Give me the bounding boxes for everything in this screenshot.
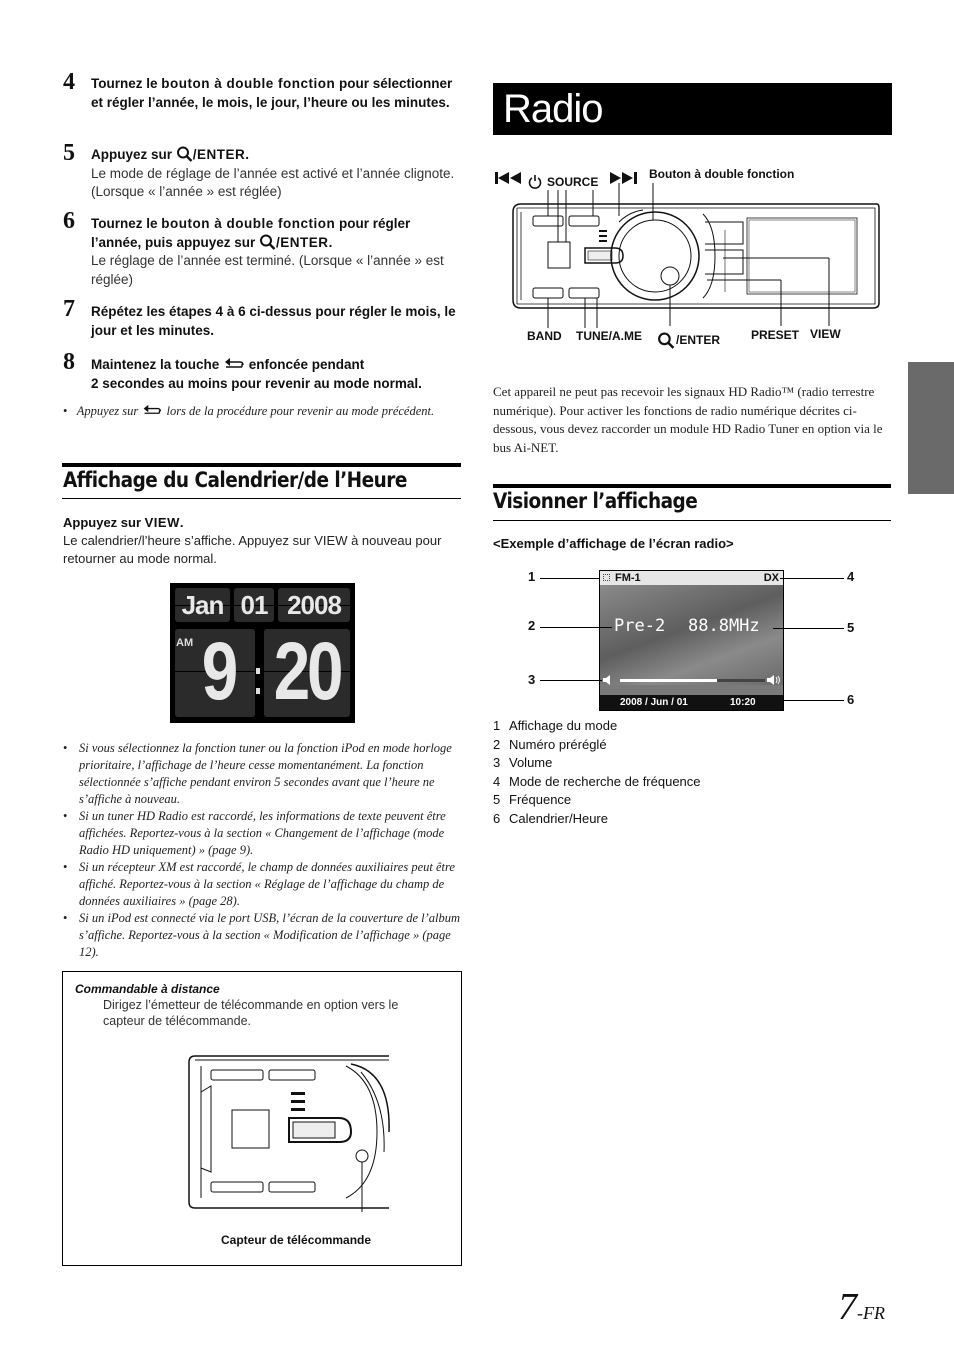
remote-sensor-diagram	[181, 1052, 391, 1212]
step-6-part-b: pour régler l’année, puis appuyez sur	[91, 216, 411, 250]
step-5-sub: Le mode de réglage de l’année est activé et l’année clignote. (Lorsque « l’année » est réglée)	[91, 165, 455, 199]
calendar-section-title: Affichage du Calendrier/de l’Heure	[63, 468, 407, 492]
step-6-text	[91, 215, 463, 289]
tune-label: TUNE/A.ME	[576, 329, 642, 343]
callout-line	[773, 628, 844, 629]
calendar-body-text: Le calendrier/l’heure s’affiche. Appuyez sur VIEW à nouveau pour retourner au mode normal.	[63, 533, 442, 566]
remote-box	[62, 971, 462, 1266]
step-6-control: bouton à double fonction	[161, 216, 336, 231]
step-5-pre: Appuyez sur	[91, 147, 176, 162]
step-note-pre: Appuyez sur	[76, 404, 142, 418]
legend-item: 6 Calendrier/Heure	[493, 810, 608, 826]
step-4-control: bouton à double fonction	[161, 76, 336, 91]
legend-item: 5 Fréquence	[493, 792, 572, 807]
display-section-title: Visionner l’affichage	[493, 489, 698, 513]
step-6-post: .	[328, 234, 333, 250]
step-number-4: 4	[63, 69, 75, 95]
step-number-7: 7	[63, 296, 75, 322]
remote-box-body: Dirigez l’émetteur de télécommande en option vers le capteur de télécommande.	[103, 998, 399, 1028]
power-icon	[528, 175, 542, 189]
callout-2: 2	[528, 618, 536, 633]
page-number-digit: 7	[838, 1286, 857, 1328]
screen-date: 2008 / Jun / 01	[620, 697, 688, 708]
source-label: SOURCE	[547, 175, 599, 189]
legend-item: 4 Mode de recherche de fréquence	[493, 773, 701, 789]
calendar-body	[63, 514, 453, 568]
step-6-sub: Le réglage de l’année est terminé. (Lorsque « l’année » est réglée)	[91, 253, 444, 287]
page-number	[838, 1285, 885, 1329]
enter-label: /ENTER	[676, 333, 721, 347]
calendar-note-3: • Si un récepteur XM est raccordé, le champ de données auxiliaires peut être affiché. Reportez-vous à la section « Réglage de l’affichage du champ de données auxiliaires » (page 28).	[63, 859, 461, 910]
step-6-enter-label: /ENTER	[276, 234, 329, 250]
section-divider	[493, 484, 891, 488]
radio-title: Radio	[503, 87, 603, 131]
callout-1: 1	[528, 569, 536, 584]
callout-3: 3	[528, 672, 536, 687]
screen-band: FM-1	[615, 572, 641, 584]
page-number-suffix: -FR	[857, 1303, 885, 1323]
display-legend	[493, 717, 701, 828]
calendar-hour: 9	[201, 626, 239, 717]
dual-knob-label: Bouton à double fonction	[649, 167, 795, 181]
chapter-tab	[908, 362, 954, 494]
calendar-note-4: • Si un iPod est connecté via le port USB, l’écran de la couverture de l’album s’affiche. Reportez-vous à la section « Modification de l’affichage » (page 12).	[63, 910, 461, 961]
prev-track-icon	[495, 172, 525, 184]
callout-line	[540, 680, 602, 681]
calendar-lead-post: .	[179, 515, 184, 530]
band-label: BAND	[527, 329, 562, 343]
screen-preset: Pre-2	[614, 616, 666, 636]
calendar-day: 01	[240, 590, 268, 620]
volume-low-icon	[603, 675, 615, 685]
calendar-note-1: • Si vous sélectionnez la fonction tuner ou la fonction iPod en mode horloge prioritaire, l’affichage de l’heure cesse momentanément. La fonction sélectionnée s’affiche pendant environ 5 secondes avant que l’heure ne s’affiche à nouveau.	[63, 740, 461, 808]
search-icon	[657, 332, 675, 349]
legend-item: 2 Numéro préréglé	[493, 736, 607, 752]
remote-sensor-label: Capteur de télécommande	[221, 1233, 372, 1247]
callout-6: 6	[847, 692, 855, 707]
callout-line	[783, 700, 844, 701]
step-number-8: 8	[63, 349, 75, 375]
step-number-5: 5	[63, 140, 75, 166]
step-4-part-a: Tournez le	[91, 76, 162, 91]
radio-intro: Cet appareil ne peut pas recevoir les signaux HD Radio™ (radio terrestre numérique). Pour activer les fonctions de radio numérique décrites ci-dessous, vous devez raccorder un module HD Radio Tuner en option via le bus Ai-NET.	[493, 384, 883, 456]
section-underline	[62, 498, 461, 499]
callout-line	[540, 578, 600, 579]
volume-level-bar	[620, 679, 717, 682]
return-icon	[223, 356, 245, 370]
step-5-enter-label: /ENTER	[192, 147, 246, 162]
radio-title-bar	[493, 83, 892, 135]
step-4-part-b: pour sélectionner et régler l’année, le mois, le jour, l’heure ou les minutes.	[91, 76, 453, 110]
calendar-month: Jan	[181, 590, 224, 620]
step-5-post: .	[245, 147, 250, 162]
remote-box-title: Commandable à distance	[75, 982, 220, 996]
step-8-line2: 2 secondes au moins pour revenir au mode normal.	[91, 375, 422, 391]
section-underline	[493, 520, 891, 521]
screen-frequency: 88.8MHz	[688, 616, 760, 636]
front-panel-diagram	[493, 168, 893, 338]
step-note: • Appuyez sur lors de la procédure pour revenir au mode précédent.	[63, 404, 435, 418]
step-6-part-a: Tournez le	[91, 216, 162, 231]
view-label: VIEW	[810, 327, 841, 341]
legend-item: 1 Affichage du mode	[493, 718, 618, 733]
next-track-icon	[610, 172, 640, 184]
step-number-6: 6	[63, 208, 75, 234]
step-8-text	[91, 356, 463, 393]
volume-high-icon	[767, 675, 781, 685]
radio-screen	[599, 570, 784, 711]
calendar-lead-view: VIEW	[144, 515, 180, 530]
calendar-lead-pre: Appuyez sur	[63, 515, 145, 530]
legend-item: 3 Volume	[493, 755, 553, 770]
display-caption: <Exemple d’affichage de l’écran radio>	[493, 536, 734, 551]
step-7-text: Répétez les étapes 4 à 6 ci-dessus pour régler le mois, le jour et les minutes.	[91, 304, 456, 338]
calendar-minute: 20	[273, 626, 341, 717]
callout-line	[780, 578, 844, 579]
band-icon	[603, 574, 610, 581]
step-8-post: enfoncée pendant	[245, 357, 365, 372]
calendar-note-2: • Si un tuner HD Radio est raccordé, les informations de texte peuvent être affichées. Reportez-vous à la section « Changement de l’affichage (mode Radio HD uniquement) » (page 9).	[63, 808, 461, 859]
search-icon	[259, 234, 276, 250]
search-icon	[176, 146, 193, 162]
return-icon	[141, 403, 163, 416]
step-8-pre: Maintenez la touche	[91, 357, 224, 372]
screen-time: 10:20	[730, 697, 756, 708]
calendar-year: 2008	[287, 590, 341, 620]
callout-line	[540, 627, 612, 628]
callout-5: 5	[847, 620, 855, 635]
step-4-text	[91, 75, 463, 112]
calendar-notes	[63, 740, 461, 961]
section-divider	[62, 463, 461, 467]
callout-4: 4	[847, 569, 855, 584]
preset-label: PRESET	[751, 328, 800, 342]
calendar-display	[170, 583, 355, 723]
step-note-post: lors de la procédure pour revenir au mode précédent.	[163, 404, 435, 418]
calendar-ampm: AM	[176, 637, 194, 649]
screen-dx: DX	[763, 572, 779, 584]
step-5-text	[91, 146, 463, 202]
